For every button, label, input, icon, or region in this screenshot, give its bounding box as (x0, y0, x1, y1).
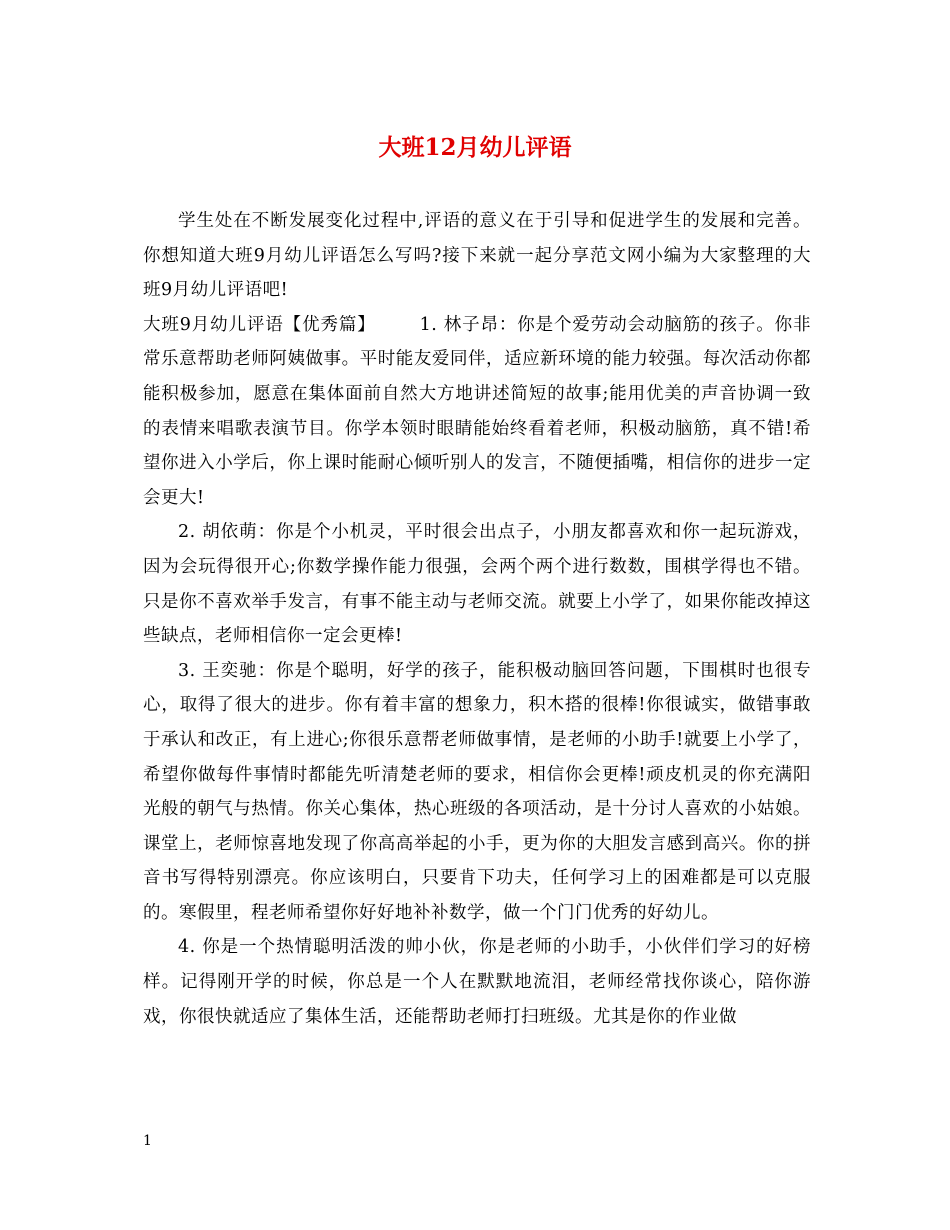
comment-paragraph-4: 4. 你是一个热情聪明活泼的帅小伙，你是老师的小助手，小伙伴们学习的好榜样。记得刚开学的时候，你总是一个人在默默地流泪，老师经常找你谈心，陪你游戏，你很快就适应了集体生活，还能帮助老师打扫班级。尤其是你的作业做 (143, 937, 811, 1027)
section-heading: 大班9月幼儿评语【优秀篇】 (143, 314, 376, 335)
comment-paragraph-1: 1. 林子昂：你是个爱劳动会动脑筋的孩子。你非常乐意帮助老师阿姨做事。平时能友爱同伴，适应新环境的能力较强。每次活动你都能积极参加，愿意在集体面前自然大方地讲述简短的故事;能用优美的声音协调一致的表情来唱歌表演节目。你学本领时眼睛能始终看着老师，积极动脑筋，真不错!希望你进入小学后，你上课时能耐心倾听别人的发言，不随便插嘴，相信你的进步一定会更大! (143, 314, 812, 508)
document-title: 大班12月幼儿评语 (378, 134, 572, 161)
comment-paragraph-2: 2. 胡依萌：你是个小机灵，平时很会出点子，小朋友都喜欢和你一起玩游戏，因为会玩得很开心;你数学操作能力很强，会两个两个进行数数，围棋学得也不错。只是你不喜欢举手发言，有事不能主动与老师交流。就要上小学了，如果你能改掉这些缺点，老师相信你一定会更棒! (143, 522, 811, 647)
section-paragraph-1 (143, 308, 811, 516)
document-body (143, 204, 811, 1034)
comment-paragraph-3: 3. 王奕驰：你是个聪明，好学的孩子，能积极动脑回答问题，下围棋时也很专心，取得了很大的进步。你有着丰富的想象力，积木搭的很棒!你很诚实，做错事敢于承认和改正，有上进心;你很乐意帮老师做事情，是老师的小助手!就要上小学了，希望你做每件事情时都能先听清楚老师的要求，相信你会更棒!顽皮机灵的你充满阳光般的朝气与热情。你关心集体，热心班级的各项活动，是十分讨人喜欢的小姑娘。课堂上，老师惊喜地发现了你高高举起的小手，更为你的大胆发言感到高兴。你的拼音书写得特别漂亮。你应该明白，只要肯下功夫，任何学习上的困难都是可以克服的。寒假里，程老师希望你好好地补补数学，做一个门门优秀的好幼儿。 (143, 660, 811, 923)
page-number: 1 (143, 1133, 152, 1149)
intro-paragraph: 学生处在不断发展变化过程中,评语的意义在于引导和促进学生的发展和完善。你想知道大班9月幼儿评语怎么写吗?接下来就一起分享范文网小编为大家整理的大班9月幼儿评语吧! (143, 211, 811, 301)
